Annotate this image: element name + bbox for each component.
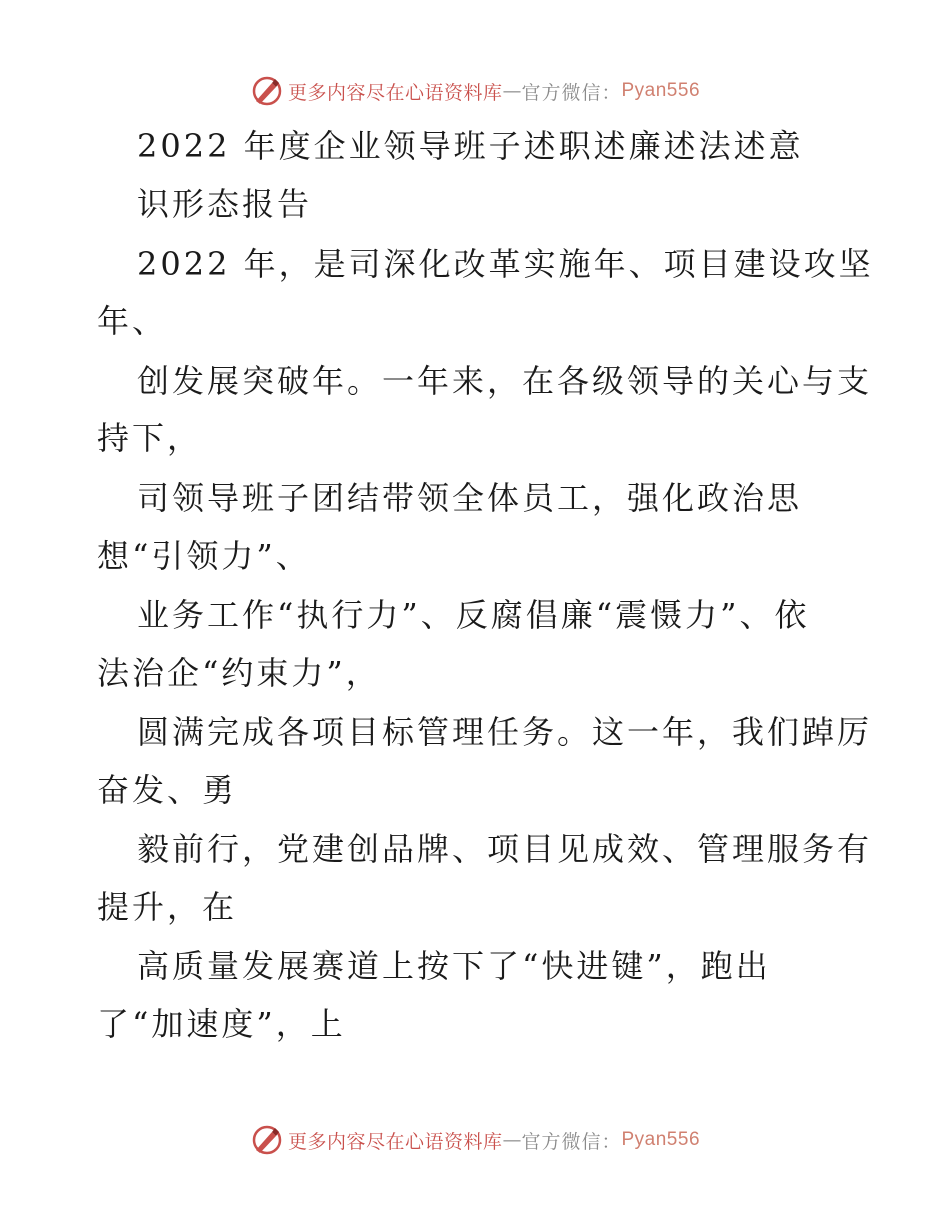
doc-line: 创发展突破年。一年来，在各级领导的关心与支 bbox=[137, 362, 873, 400]
header-banner bbox=[0, 71, 950, 111]
doc-line: 毅前行，党建创品牌、项目见成效、管理服务有 bbox=[137, 830, 873, 868]
pen-logo-icon bbox=[250, 74, 284, 108]
doc-line: 了“加速度”，上 bbox=[97, 1005, 346, 1043]
doc-line: 奋发、勇 bbox=[97, 771, 238, 809]
doc-line: 2022 年度企业领导班子述职述廉述法述意 bbox=[137, 127, 804, 165]
pen-logo-icon bbox=[250, 1123, 284, 1157]
doc-line: 司领导班子团结带领全体员工，强化政治思 bbox=[137, 479, 803, 517]
doc-line: 业务工作“执行力”、反腐倡廉“震慑力”、依 bbox=[137, 596, 810, 634]
header-site-text: 更多内容尽在心语资料库 bbox=[287, 81, 503, 104]
footer-separator: — bbox=[502, 1129, 522, 1151]
footer-wechat-id: Pyan556 bbox=[621, 1129, 701, 1150]
header-separator: — bbox=[502, 80, 522, 102]
doc-line: 高质量发展赛道上按下了“快进键”，跑出 bbox=[137, 947, 771, 985]
doc-line: 持下， bbox=[97, 419, 203, 457]
doc-line: 提升，在 bbox=[97, 888, 238, 926]
footer-banner bbox=[0, 1120, 950, 1160]
doc-line: 圆满完成各项目标管理任务。这一年，我们踔厉 bbox=[137, 713, 873, 751]
doc-line: 想“引领力”、 bbox=[97, 537, 311, 575]
footer-wechat-label: 官方微信： bbox=[521, 1130, 622, 1153]
header-wechat-label: 官方微信： bbox=[521, 81, 622, 104]
doc-line: 法治企“约束力”， bbox=[97, 654, 381, 692]
footer-site-text: 更多内容尽在心语资料库 bbox=[287, 1130, 503, 1153]
header-wechat-id: Pyan556 bbox=[621, 80, 701, 101]
doc-line: 年、 bbox=[97, 302, 168, 340]
doc-line: 2022 年，是司深化改革实施年、项目建设攻坚 bbox=[137, 245, 874, 283]
doc-line: 识形态报告 bbox=[137, 185, 313, 223]
